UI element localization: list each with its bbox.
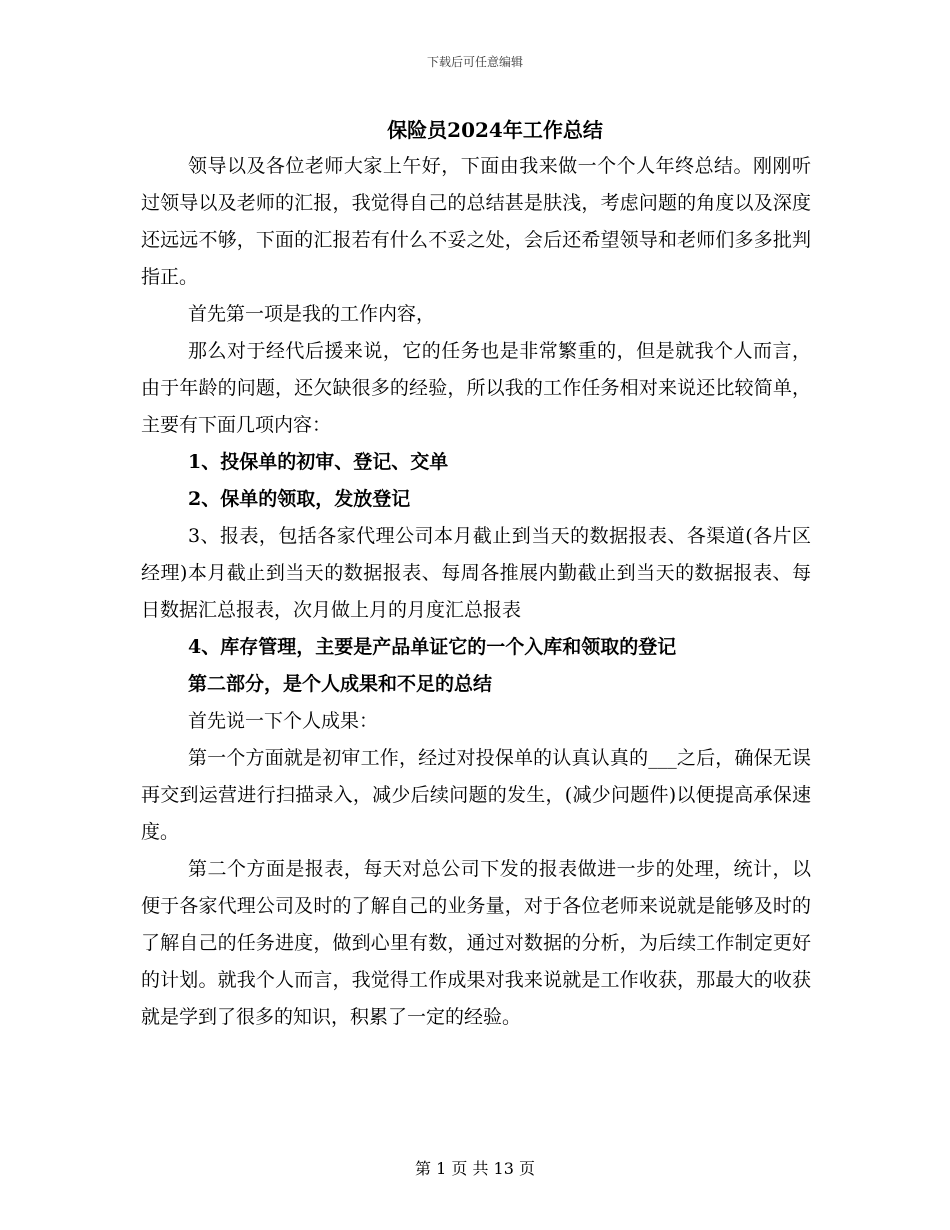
document-body xyxy=(141,148,811,1036)
list-item-3: 3、报表，包括各家代理公司本月截止到当天的数据报表、各渠道(各片区经理)本月截止到当天的数据报表、每周各推展内勤截止到当天的数据报表、每日数据汇总报表，次月做上月的月度汇总报表 xyxy=(141,525,811,621)
paragraph-achievements-intro: 首先说一下个人成果： xyxy=(188,710,379,732)
paragraph-aspect-two: 第二个方面是报表，每天对总公司下发的报表做进一步的处理，统计，以便于各家代理公司及时的了解自己的业务量，对于各位老师来说就是能够及时的了解自己的任务进度，做到心里有数，通过对数据的分析，为后续工作制定更好的计划。就我个人而言，我觉得工作成果对我来说就是工作收获，那最大的收获就是学到了很多的知识，积累了一定的经验。 xyxy=(141,858,811,1028)
document-title: 保险员2024年工作总结 xyxy=(387,118,603,142)
paragraph-aspect-one: 第一个方面就是初审工作，经过对投保单的认真认真的___之后，确保无误再交到运营进行扫描录入，减少后续问题的发生，(减少问题件)以便提高承保速度。 xyxy=(141,747,811,843)
page-header-note: 下载后可任意编辑 xyxy=(426,55,523,69)
paragraph-work-content: 那么对于经代后援来说，它的任务也是非常繁重的，但是就我个人而言，由于年龄的问题，还欠缺很多的经验，所以我的工作任务相对来说还比较简单，主要有下面几项内容： xyxy=(141,340,811,436)
list-item-2: 2、保单的领取，发放登记 xyxy=(188,488,411,510)
page-number: 第 1 页 共 13 页 xyxy=(415,1159,535,1178)
section-heading-part-two: 第二部分，是个人成果和不足的总结 xyxy=(188,673,493,695)
list-item-1: 1、投保单的初审、登记、交单 xyxy=(188,451,449,473)
paragraph-first-item: 首先第一项是我的工作内容， xyxy=(188,303,436,325)
list-item-4: 4、库存管理，主要是产品单证它的一个入库和领取的登记 xyxy=(188,636,677,658)
paragraph-intro: 领导以及各位老师大家上午好，下面由我来做一个个人年终总结。刚刚听过领导以及老师的汇报，我觉得自己的总结甚是肤浅，考虑问题的角度以及深度还远远不够，下面的汇报若有什么不妥之处，会后还希望领导和老师们多多批判指正。 xyxy=(141,155,811,288)
